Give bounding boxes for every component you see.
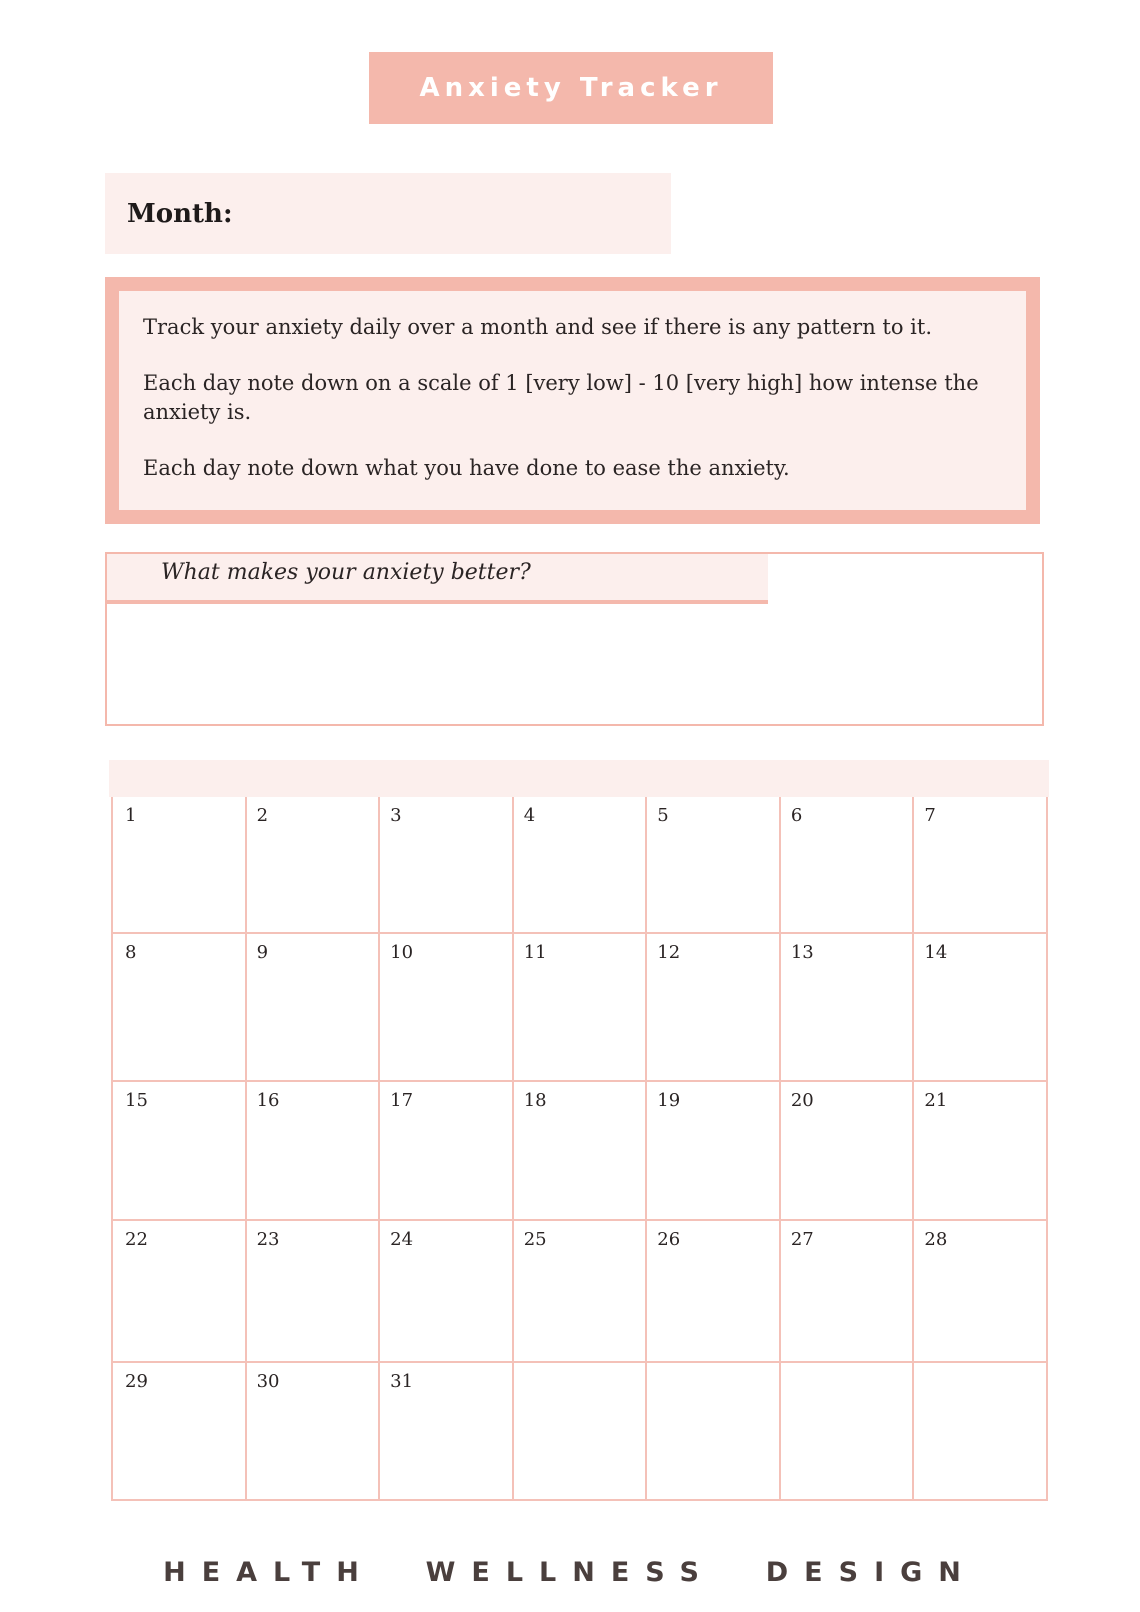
day-cell[interactable]: 19	[646, 1081, 780, 1220]
day-cell[interactable]: 3	[379, 797, 513, 933]
calendar-header-strip	[109, 760, 1049, 797]
day-cell[interactable]: 25	[513, 1220, 647, 1362]
day-cell[interactable]: 1	[112, 797, 246, 933]
instruction-2: Each day note down on a scale of 1 [very low] - 10 [very high] how intense the anxiety is.	[143, 371, 979, 424]
day-cell[interactable]	[513, 1362, 647, 1500]
better-notes-box[interactable]	[105, 552, 1044, 726]
instructions-body	[119, 291, 1026, 510]
calendar-grid	[111, 797, 1048, 1501]
footer-brand: HEALTH WELLNESS DESIGN	[163, 1557, 977, 1588]
day-cell[interactable]: 16	[246, 1081, 380, 1220]
day-cell[interactable]: 20	[780, 1081, 914, 1220]
day-cell[interactable]: 2	[246, 797, 380, 933]
day-cell[interactable]: 28	[913, 1220, 1047, 1362]
calendar-week	[112, 797, 1047, 933]
month-field[interactable]	[105, 173, 671, 254]
day-cell[interactable]	[646, 1362, 780, 1500]
day-cell[interactable]: 26	[646, 1220, 780, 1362]
day-cell[interactable]: 24	[379, 1220, 513, 1362]
day-cell[interactable]	[913, 1362, 1047, 1500]
page-title: Anxiety Tracker	[419, 73, 723, 103]
day-cell[interactable]: 17	[379, 1081, 513, 1220]
day-cell[interactable]: 6	[780, 797, 914, 933]
day-cell[interactable]: 15	[112, 1081, 246, 1220]
day-cell[interactable]: 10	[379, 933, 513, 1081]
day-cell[interactable]: 5	[646, 797, 780, 933]
day-cell[interactable]: 23	[246, 1220, 380, 1362]
calendar-week	[112, 1220, 1047, 1362]
day-cell[interactable]	[780, 1362, 914, 1500]
day-cell[interactable]: 30	[246, 1362, 380, 1500]
day-cell[interactable]: 14	[913, 933, 1047, 1081]
day-cell[interactable]: 29	[112, 1362, 246, 1500]
day-cell[interactable]: 9	[246, 933, 380, 1081]
month-label: Month:	[127, 198, 233, 229]
day-cell[interactable]: 12	[646, 933, 780, 1081]
day-cell[interactable]: 31	[379, 1362, 513, 1500]
better-prompt: What makes your anxiety better?	[161, 560, 531, 585]
calendar-week	[112, 933, 1047, 1081]
day-cell[interactable]: 11	[513, 933, 647, 1081]
day-cell[interactable]: 27	[780, 1220, 914, 1362]
day-cell[interactable]: 13	[780, 933, 914, 1081]
day-cell[interactable]: 18	[513, 1081, 647, 1220]
day-cell[interactable]: 8	[112, 933, 246, 1081]
title-banner	[369, 52, 773, 124]
calendar-week	[112, 1081, 1047, 1220]
instructions-panel	[105, 277, 1040, 524]
day-cell[interactable]: 22	[112, 1220, 246, 1362]
calendar-week	[112, 1362, 1047, 1500]
instruction-3: Each day note down what you have done to ease the anxiety.	[143, 456, 790, 480]
day-cell[interactable]: 7	[913, 797, 1047, 933]
day-cell[interactable]: 21	[913, 1081, 1047, 1220]
better-header	[107, 554, 768, 604]
instruction-1: Track your anxiety daily over a month and see if there is any pattern to it.	[143, 315, 932, 339]
day-cell[interactable]: 4	[513, 797, 647, 933]
